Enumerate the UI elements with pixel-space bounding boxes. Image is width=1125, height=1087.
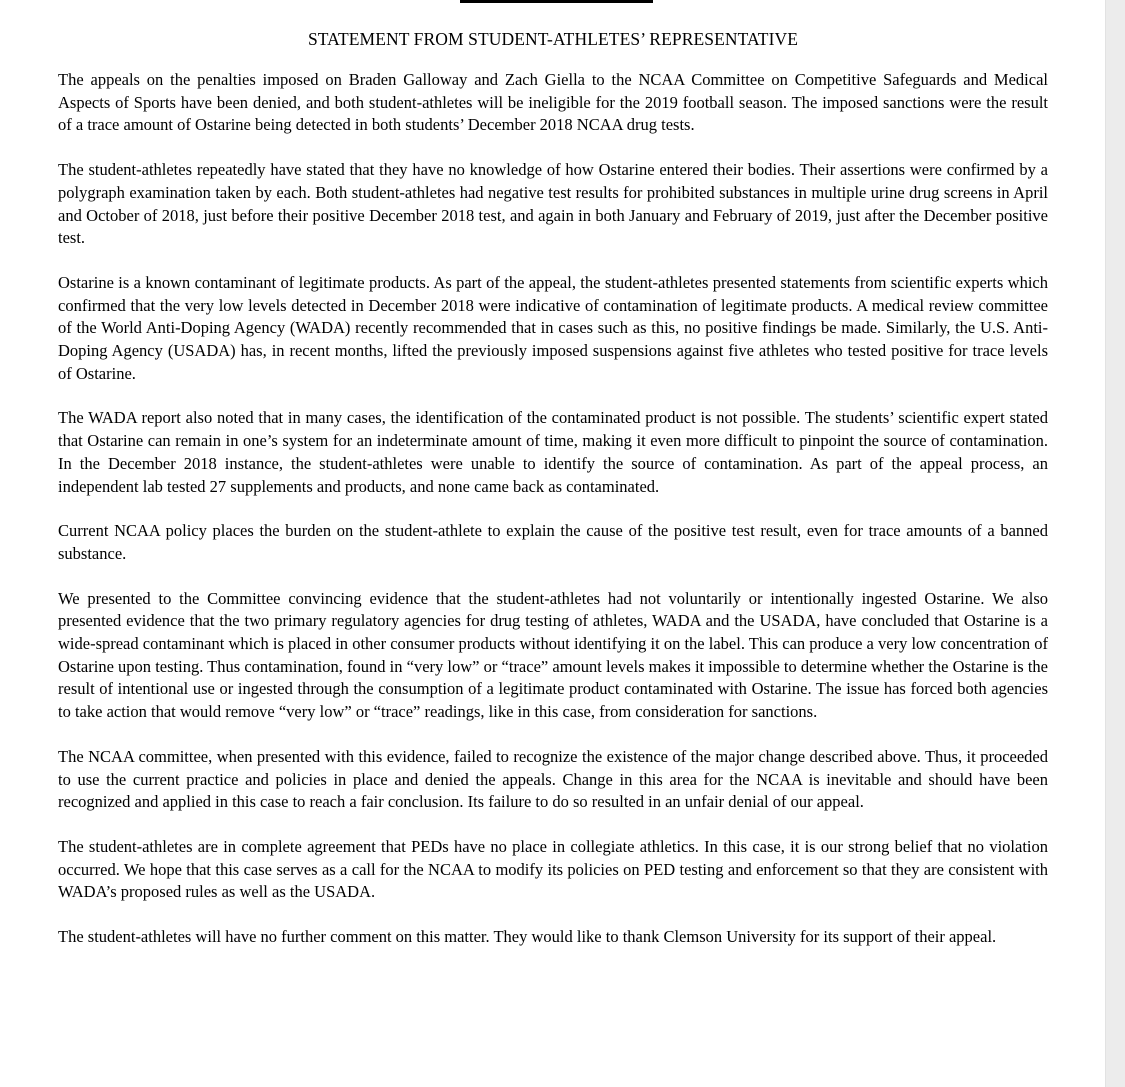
paragraph-peds-position: The student-athletes are in complete agreement that PEDs have no place in collegiate athletics. In this case, it is our strong belief that no violation occurred. We hope that this case serves as a call for the NCAA to modify its policies on PED testing and enforcement so that they are consistent with WADA’s proposed rules as well as the USADA.	[58, 836, 1048, 902]
paragraph-committee-failure: The NCAA committee, when presented with this evidence, failed to recognize the existence of the major change described above. Thus, it proceeded to use the current practice and policies in place and denied the appeals. Change in this area for the NCAA is inevitable and should have been recognized and applied in this case to reach a fair conclusion. Its failure to do so resulted in an unfair denial of our appeal.	[58, 746, 1048, 812]
statement-title: STATEMENT FROM STUDENT-ATHLETES’ REPRESENTATIVE	[307, 29, 799, 49]
paragraph-wada-report: The WADA report also noted that in many cases, the identification of the contaminated product is not possible. The students’ scientific expert stated that Ostarine can remain in one’s system for an indeterminate amount of time, making it even more difficult to pinpoint the source of contamination. In the December 2018 instance, the student-athletes were unable to identify the source of contamination. As part of the appeal process, an independent lab tested 27 supplements and products, and none came back as contaminated.	[58, 408, 1048, 496]
paragraph-evidence-presented: We presented to the Committee convincing evidence that the student-athletes had not voluntarily or intentionally ingested Ostarine. We also presented evidence that the two primary regulatory agencies for drug testing of athletes, WADA and the USADA, have concluded that Ostarine is a wide-spread contaminant which is placed in other consumer products without identifying it on the label. This can produce a very low concentration of Ostarine upon testing. Thus contamination, found in “very low” or “trace” amount levels makes it impossible to determine whether the Ostarine is the result of intentional use or ingested through the consumption of a legitimate product contaminated with Ostarine. The issue has forced both agencies to take action that would remove “very low” or “trace” readings, like in this case, from consideration for sanctions.	[58, 588, 1048, 722]
paragraph-ncaa-policy: Current NCAA policy places the burden on the student-athlete to explain the cause of the positive test result, even for trace amounts of a banned substance.	[58, 521, 1048, 563]
page-right-edge	[1105, 0, 1125, 1087]
paragraph-no-knowledge: The student-athletes repeatedly have stated that they have no knowledge of how Ostarine entered their bodies. Their assertions were confirmed by a polygraph examination taken by each. Both student-athletes had negative test results for prohibited substances in multiple urine drug screens in April and October of 2018, just before their positive December 2018 test, and again in both January and February of 2019, just after the December positive test.	[58, 160, 1048, 248]
paragraph-known-contaminant: Ostarine is a known contaminant of legitimate products. As part of the appeal, the student-athletes presented statements from scientific experts which confirmed that the very low levels detected in December 2018 were indicative of contamination of legitimate products. A medical review committee of the World Anti-Doping Agency (WADA) recently recommended that in cases such as this, no positive findings be made. Similarly, the U.S. Anti-Doping Agency (USADA) has, in recent months, lifted the previously imposed suspensions against five athletes who tested positive for trace levels of Ostarine.	[58, 272, 1048, 383]
paragraph-appeal-denied: The appeals on the penalties imposed on Braden Galloway and Zach Giella to the NCAA Committee on Competitive Safeguards and Medical Aspects of Sports have been denied, and both student-athletes will be ineligible for the 2019 football season. The imposed sanctions were the result of a trace amount of Ostarine being detected in both students’ December 2018 NCAA drug tests.	[58, 70, 1048, 135]
paragraph-no-further-comment: The student-athletes will have no further comment on this matter. They would like to thank Clemson University for its support of their appeal.	[58, 927, 997, 947]
top-underline-fragment	[460, 0, 653, 3]
document-body	[58, 24, 1048, 971]
